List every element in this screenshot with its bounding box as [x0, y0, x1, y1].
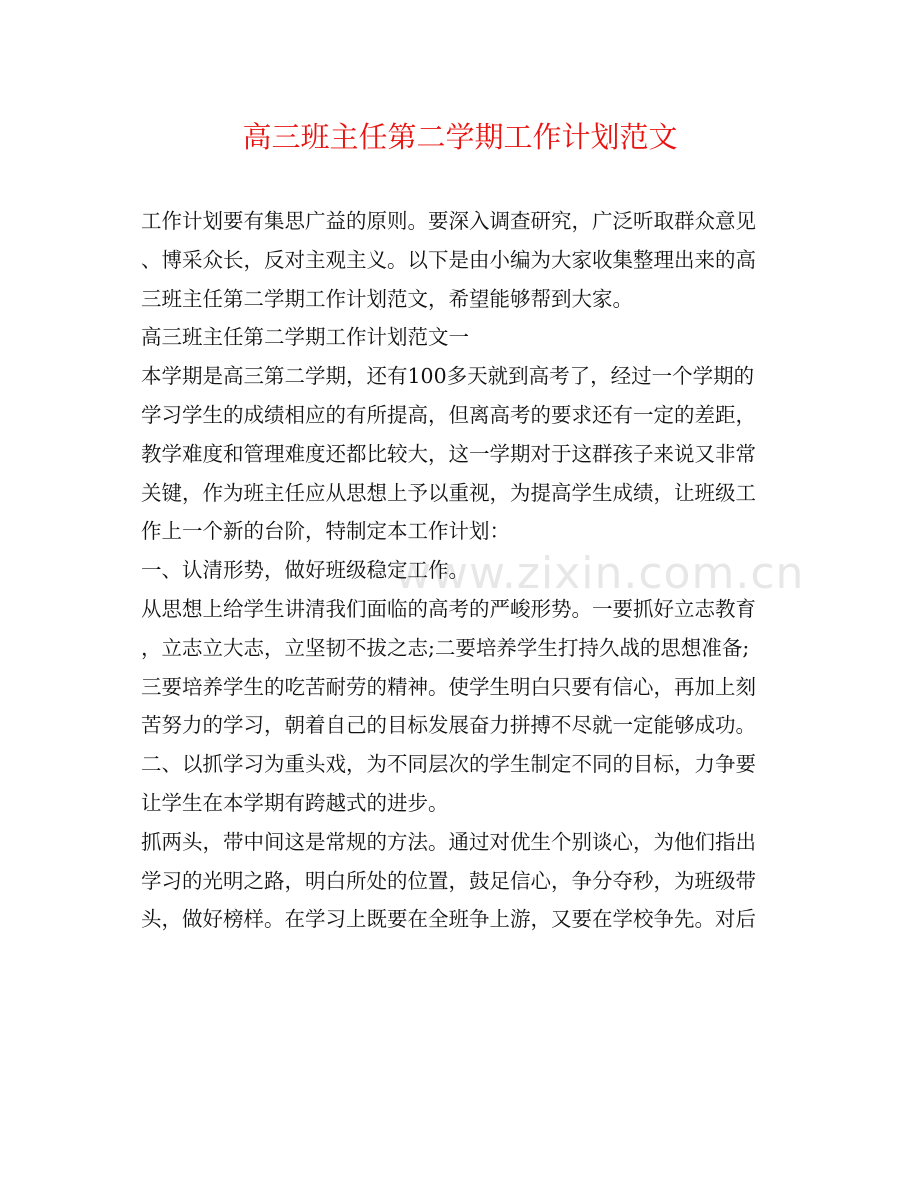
text-line: 三班主任第二学期工作计划范文，希望能够帮到大家。: [141, 286, 633, 311]
text-line: 本学期是高三第二学期，还有100多天就到高考了，经过一个学期的: [141, 364, 755, 389]
watermark: www.zixin.com.cn: [395, 548, 805, 599]
text-line: 学习的光明之路，明白所处的位置，鼓足信心，争分夺秒，为班级带: [141, 868, 756, 893]
text-line: 作上一个新的台阶，特制定本工作计划：: [141, 519, 510, 544]
text-line: 让学生在本学期有跨越式的进步。: [141, 790, 449, 815]
text-line: 抓两头，带中间这是常规的方法。通过对优生个别谈心，为他们指出: [141, 829, 756, 854]
document-title: 高三班主任第二学期工作计划范文: [242, 120, 678, 154]
text-line: 教学难度和管理难度还都比较大，这一学期对于这群孩子来说又非常: [141, 441, 756, 466]
text-line: 、博采众长，反对主观主义。以下是由小编为大家收集整理出来的高: [141, 247, 756, 272]
text-line: ，立志立大志，立坚韧不拔之志;二要培养学生打持久战的思想准备;: [141, 635, 750, 660]
text-line: 工作计划要有集思广益的原则。要深入调查研究，广泛听取群众意见: [141, 209, 756, 233]
section-heading: 二、以抓学习为重头戏，为不同层次的学生制定不同的目标，力争要: [141, 752, 756, 777]
text-line: 头，做好榜样。在学习上既要在全班争上游，又要在学校争先。对后: [141, 907, 756, 932]
text-line: 从思想上给学生讲清我们面临的高考的严峻形势。一要抓好立志教育: [141, 596, 756, 621]
text-line: 苦努力的学习，朝着自己的目标发展奋力拼搏不尽就一定能够成功。: [141, 713, 756, 738]
document-body: [141, 202, 786, 939]
text-line: 三要培养学生的吃苦耐劳的精神。使学生明白只要有信心，再加上刻: [141, 674, 756, 699]
section-heading: 高三班主任第二学期工作计划范文一: [141, 325, 469, 350]
text-line: 学习学生的成绩相应的有所提高，但离高考的要求还有一定的差距，: [141, 402, 756, 427]
text-line: 关键，作为班主任应从思想上予以重视，为提高学生成绩，让班级工: [141, 480, 756, 505]
section-heading: 一、认清形势，做好班级稳定工作。: [141, 558, 469, 583]
